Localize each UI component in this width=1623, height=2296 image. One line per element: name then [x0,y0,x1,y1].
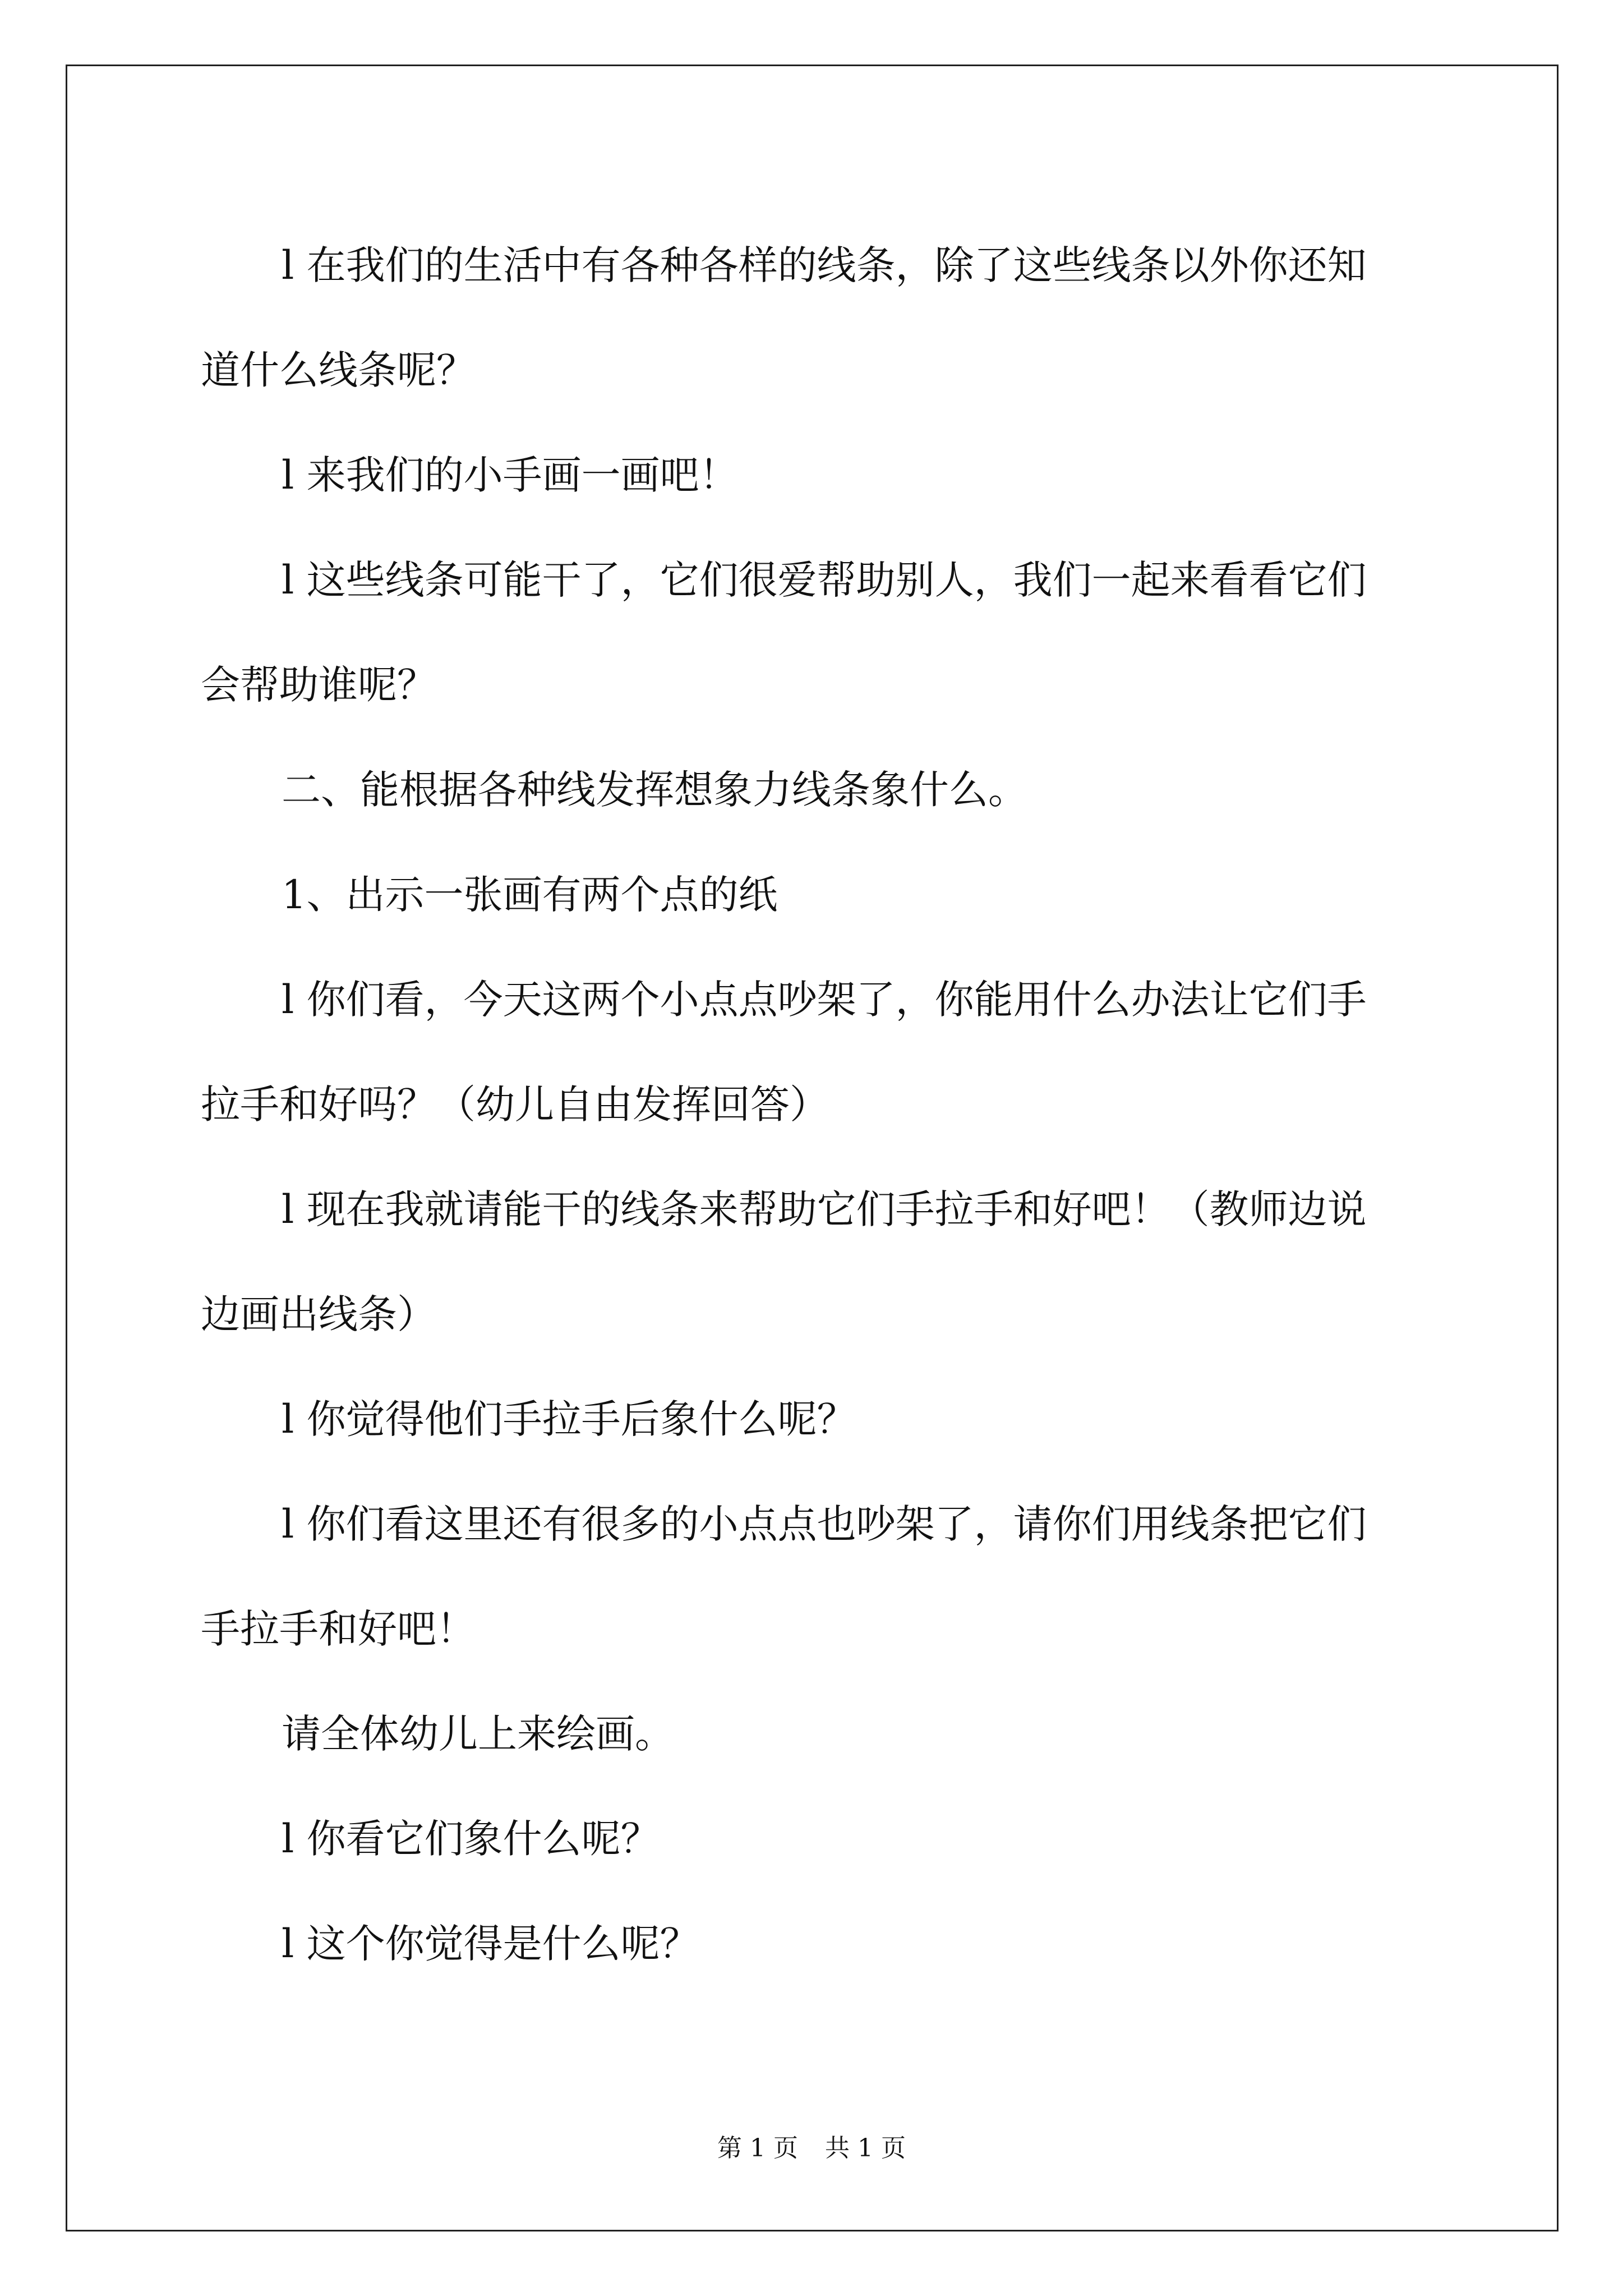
paragraph-10-line-1: 请全体幼儿上来绘画。 [282,1711,674,1757]
page-number-total: 共 1 页 [825,2134,906,2162]
page-number-current: 第 1 页 [717,2134,798,2162]
paragraph-7-line-2: 边画出线条） [201,1291,436,1337]
page-footer [0,2132,1623,2165]
paragraph-11-line-1: l 你看它们象什么呢？ [282,1816,660,1862]
paragraph-7-line-1: l 现在我就请能干的线条来帮助它们手拉手和好吧！（教师边说 [282,1186,1367,1232]
section-heading-2: 二、能根据各种线发挥想象力线条象什么。 [282,767,1027,813]
paragraph-3-line-2: 会帮助谁呢？ [201,662,436,708]
paragraph-9-line-1: l 你们看这里还有很多的小点点也吵架了，请你们用线条把它们 [282,1501,1367,1547]
paragraph-3-line-1: l 这些线条可能干了，它们很爱帮助别人，我们一起来看看它们 [282,557,1367,603]
paragraph-2-line-1: l 来我们的小手画一画吧！ [282,452,739,498]
paragraph-12-line-1: l 这个你觉得是什么呢？ [282,1921,699,1967]
paragraph-5-line-1: 1、出示一张画有两个点的纸 [282,872,778,918]
paragraph-6-line-1: l 你们看，今天这两个小点点吵架了，你能用什么办法让它们手 [282,977,1367,1023]
document-body [201,213,1435,1996]
paragraph-6-line-2: 拉手和好吗？（幼儿自由发挥回答） [201,1082,829,1128]
paragraph-9-line-2: 手拉手和好吧！ [201,1606,476,1652]
paragraph-1-line-1: l 在我们的生活中有各种各样的线条，除了这些线条以外你还知 [282,242,1367,288]
paragraph-1-line-2: 道什么线条呢？ [201,347,476,393]
paragraph-8-line-1: l 你觉得他们手拉手后象什么呢？ [282,1396,856,1442]
